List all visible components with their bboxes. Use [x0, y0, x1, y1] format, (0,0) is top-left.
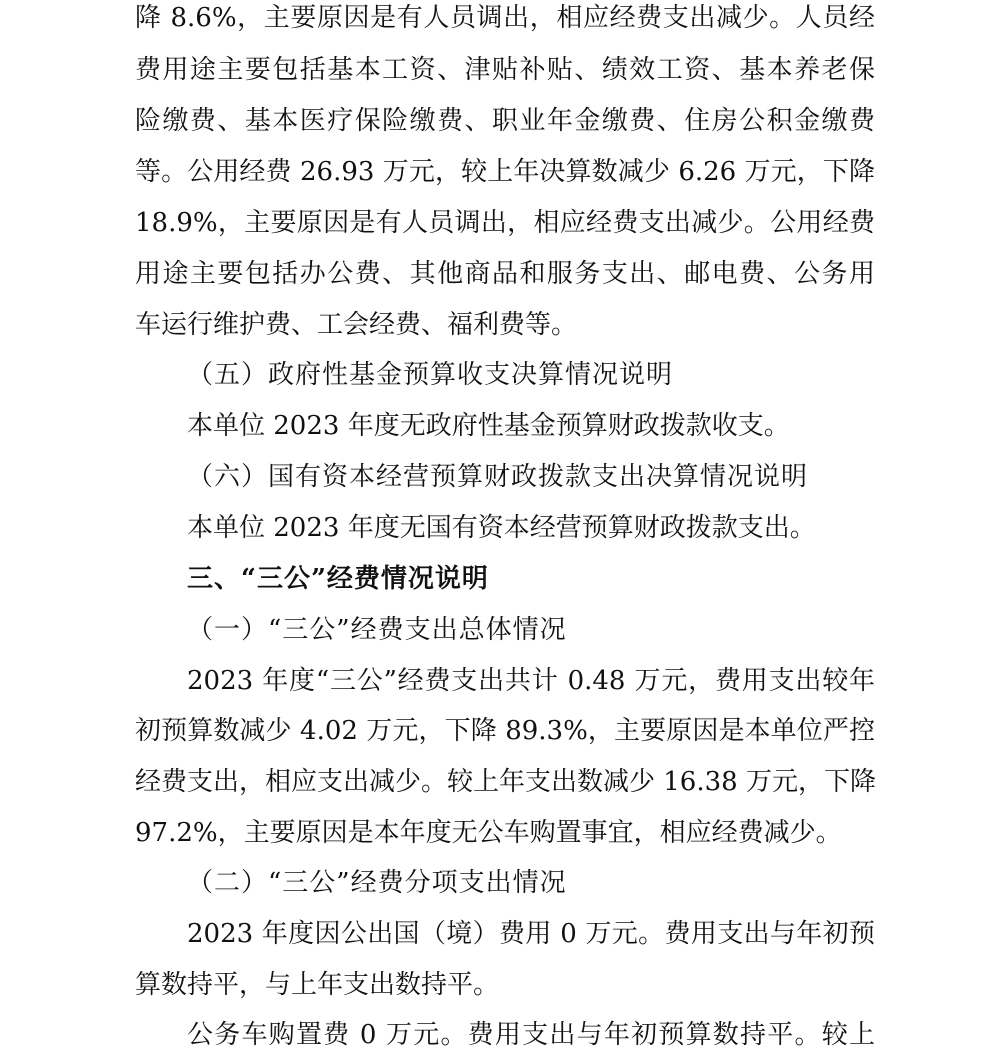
section-heading-5: （五）政府性基金预算收支决算情况说明	[187, 360, 674, 390]
section-heading-1: （一）“三公”经费支出总体情况	[187, 615, 567, 645]
paragraph-line: 车运行维护费、工会经费、福利费等。	[135, 310, 578, 340]
paragraph-line: 本单位 2023 年度无政府性基金预算财政拨款收支。	[187, 411, 790, 441]
paragraph-line: 公务车购置费 0 万元。费用支出与年初预算数持平。较上	[187, 1020, 875, 1050]
paragraph-line: 18.9%，主要原因是有人员调出，相应经费支出减少。公用经费	[135, 208, 875, 238]
paragraph-line: 等。公用经费 26.93 万元，较上年决算数减少 6.26 万元，下降	[135, 157, 875, 187]
paragraph-line: 97.2%，主要原因是本年度无公车购置事宜，相应经费减少。	[135, 818, 842, 848]
chapter-heading-3: 三、“三公”经费情况说明	[187, 564, 489, 594]
paragraph-line: 经费支出，相应支出减少。较上年支出数减少 16.38 万元，下降	[135, 767, 876, 797]
section-heading-2: （二）“三公”经费分项支出情况	[187, 868, 567, 898]
paragraph-line: 本单位 2023 年度无国有资本经营预算财政拨款支出。	[187, 513, 816, 543]
paragraph-line: 算数持平，与上年支出数持平。	[135, 970, 500, 1000]
section-heading-6: （六）国有资本经营预算财政拨款支出决算情况说明	[187, 462, 809, 492]
paragraph-line: 费用途主要包括基本工资、津贴补贴、绩效工资、基本养老保	[135, 55, 875, 85]
paragraph-line: 用途主要包括办公费、其他商品和服务支出、邮电费、公务用	[135, 259, 875, 289]
paragraph-line: 险缴费、基本医疗保险缴费、职业年金缴费、住房公积金缴费	[135, 106, 875, 136]
paragraph-line: 初预算数减少 4.02 万元，下降 89.3%，主要原因是本单位严控	[135, 716, 875, 746]
paragraph-line: 降 8.6%，主要原因是有人员调出，相应经费支出减少。人员经	[135, 3, 875, 33]
paragraph-line: 2023 年度因公出国（境）费用 0 万元。费用支出与年初预	[187, 919, 875, 949]
paragraph-line: 2023 年度“三公”经费支出共计 0.48 万元，费用支出较年	[187, 666, 875, 696]
